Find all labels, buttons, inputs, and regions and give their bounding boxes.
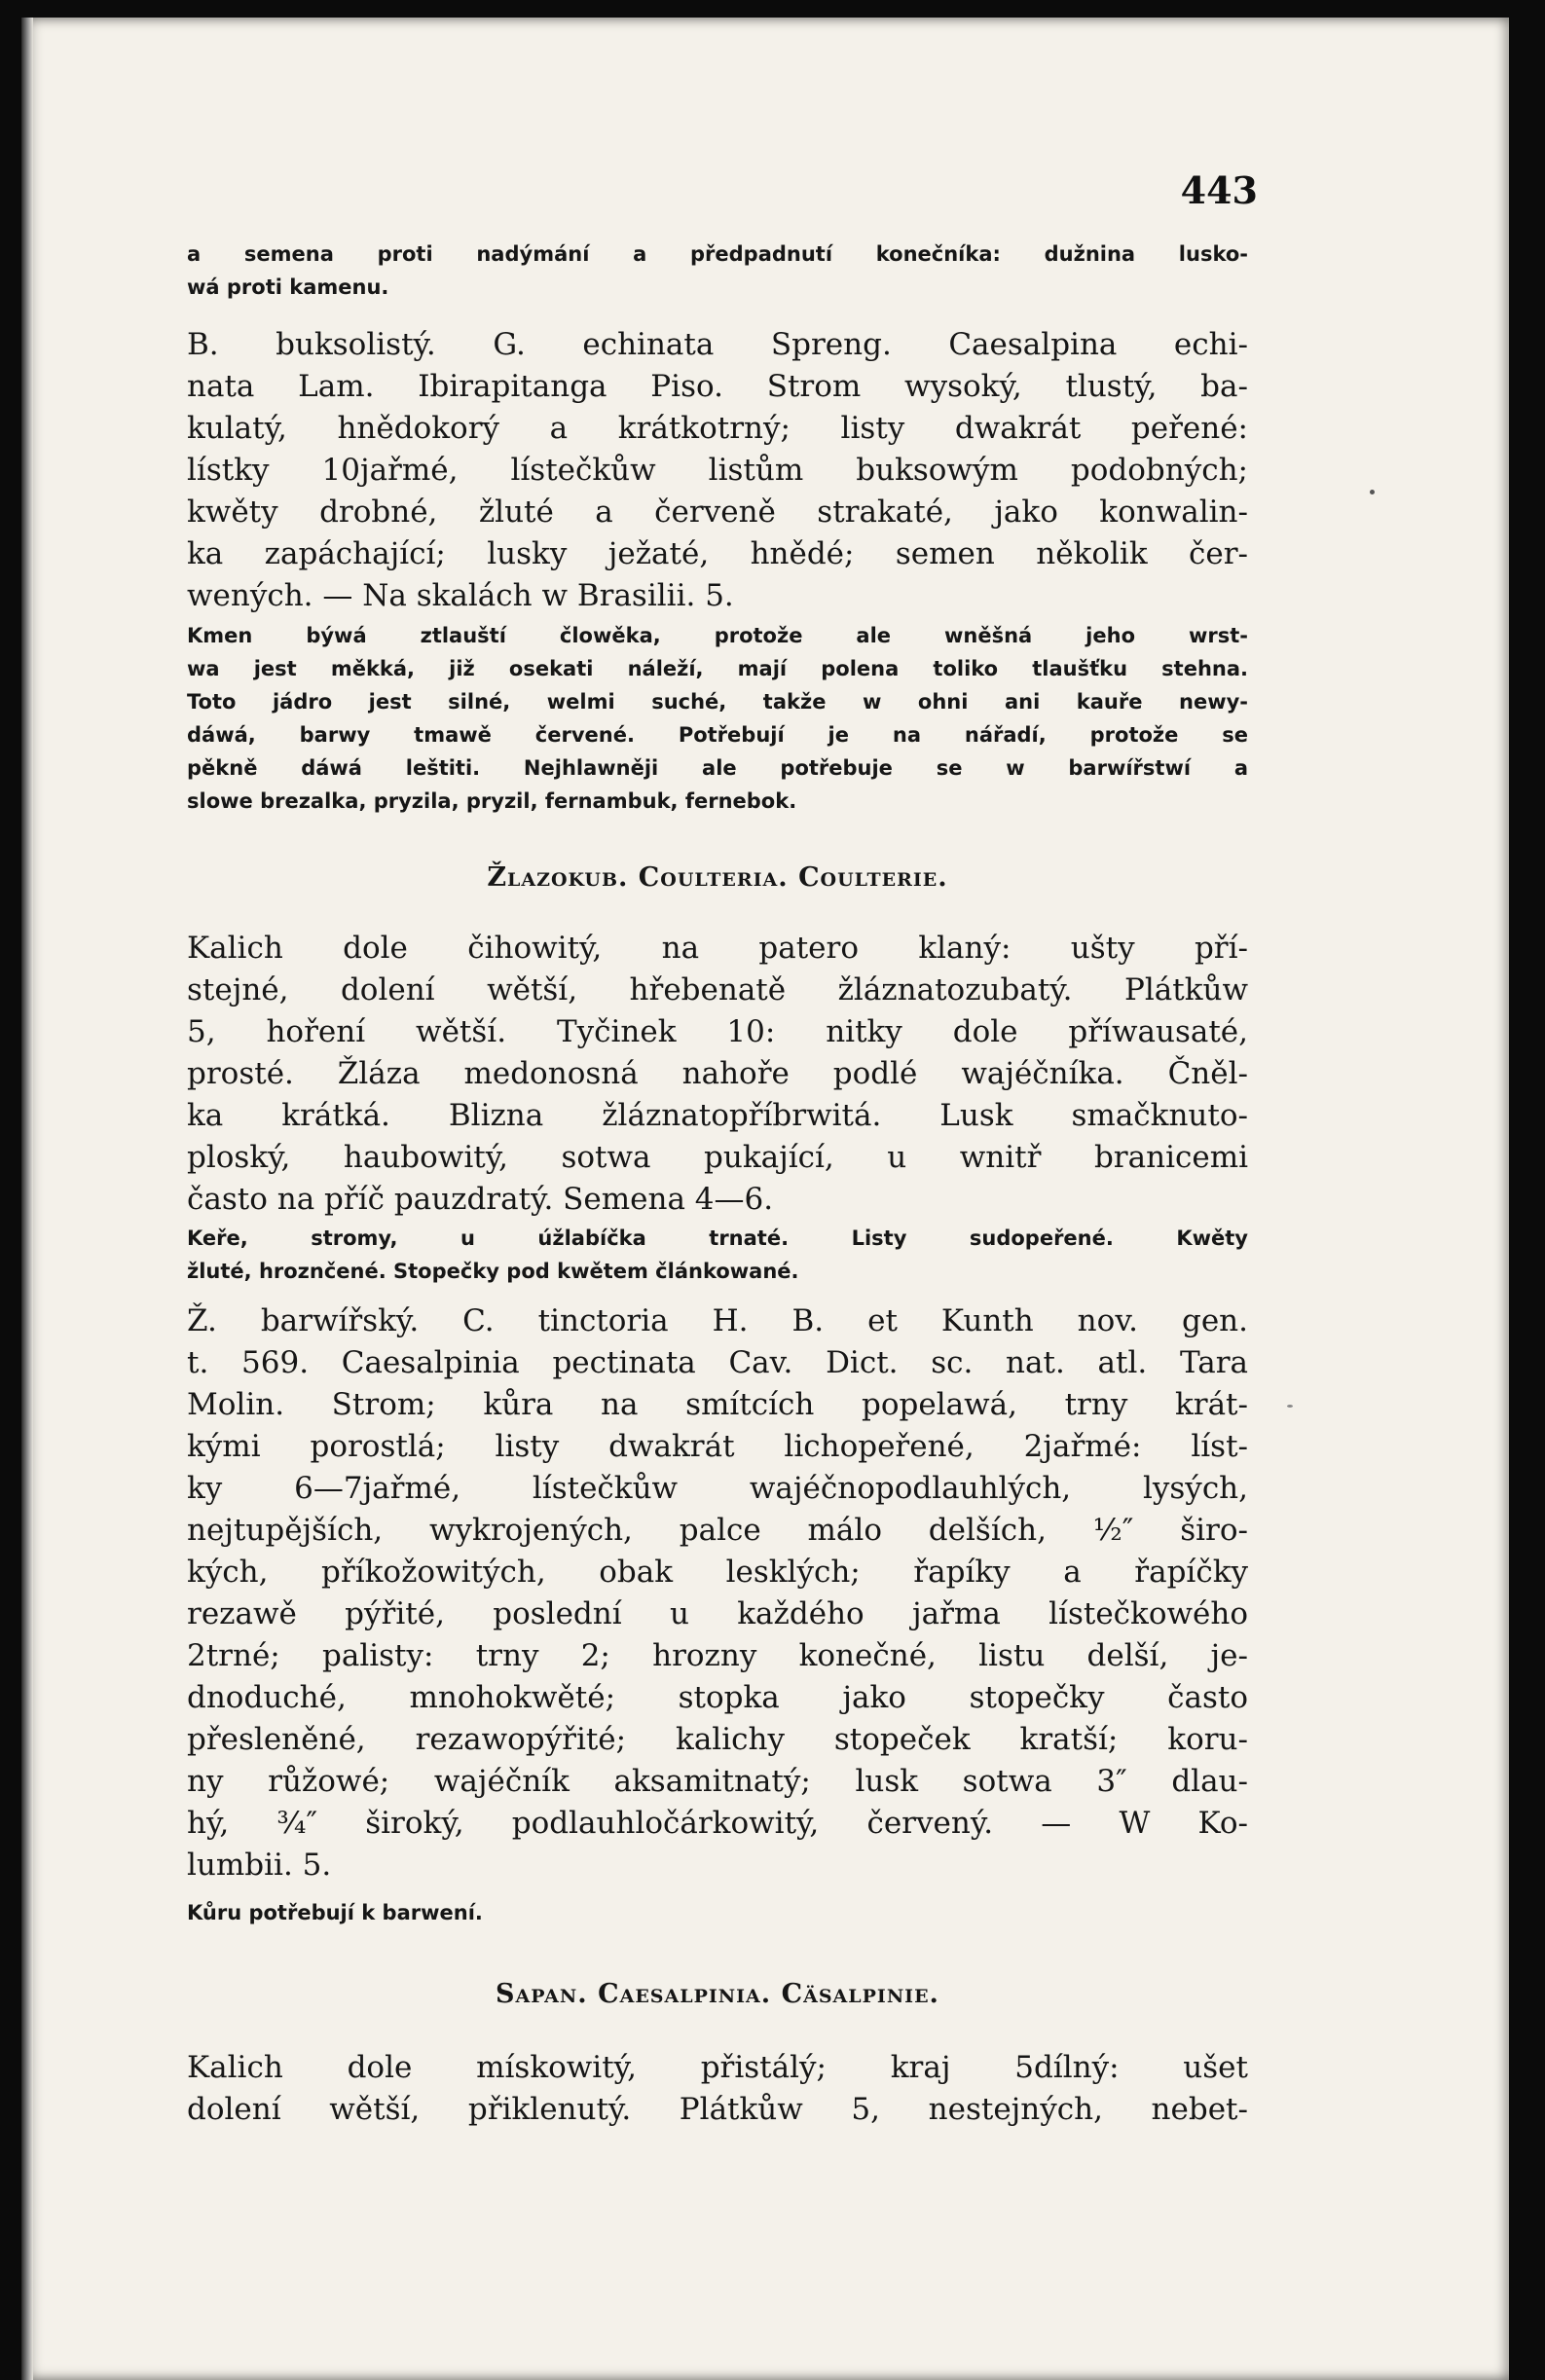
genus-zlazokub-description — [187, 928, 1248, 1221]
text-line: t. 569. Caesalpinia pectinata Cav. Dict. sc. nat. atl. Tara — [187, 1345, 1248, 1380]
text-line: Toto jádro jest silné, welmi suché, takže w ohni ani kauře newy- — [187, 690, 1248, 714]
text-line: stejné, dolení wětší, hřebenatě žláznatozubatý. Plátkůw — [187, 972, 1248, 1007]
text-line: wá proti kamenu. — [187, 275, 389, 299]
genus-heading-zlazokub: Žlazokub. Coulteria. Coulterie. — [487, 862, 948, 893]
species-barwirsky-note — [187, 1896, 1248, 1929]
species-barwirsky — [187, 1300, 1248, 1886]
species-buksolisty — [187, 324, 1248, 617]
text-line: rezawě pýřité, poslední u každého jařma lístečkowého — [187, 1596, 1248, 1631]
text-line: Keře, stromy, u úžlabíčka trnaté. Listy sudopeřené. Kwěty — [187, 1227, 1248, 1250]
text-line: Kůru potřebují k barwení. — [187, 1901, 483, 1924]
text-line: nejtupějších, wykrojených, palce málo delších, ½″ širo- — [187, 1513, 1248, 1548]
text-line: wených. — Na skalách w Brasilii. 5. — [187, 578, 734, 613]
text-line: Molin. Strom; kůra na smítcích popelawá, trny krát- — [187, 1387, 1248, 1422]
text-line: žluté, hroznčené. Stopečky pod kwětem článkowané. — [187, 1260, 799, 1283]
text-line: ny růžowé; wajéčník aksamitnatý; lusk sotwa 3″ dlau- — [187, 1764, 1248, 1799]
text-line: hý, ¾″ široký, podlauhločárkowitý, červený. — W Ko- — [187, 1806, 1248, 1841]
paper-speck — [1287, 1405, 1293, 1408]
text-line: 2trné; palisty: trny 2; hrozny konečné, listu delší, je- — [187, 1638, 1248, 1673]
text-line: lumbii. 5. — [187, 1848, 332, 1883]
text-line: ploský, haubowitý, sotwa pukající, u wnitř branicemi — [187, 1140, 1248, 1175]
top-note — [187, 238, 1248, 304]
page-number: 443 — [1180, 168, 1258, 212]
text-line: lístky 10jařmé, lístečkůw listům buksowým podobných; — [187, 453, 1248, 488]
text-line: ka krátká. Blizna žláznatopříbrwitá. Lusk smačknuto- — [187, 1098, 1248, 1133]
book-page — [21, 18, 1509, 2380]
text-line: pěkně dáwá leštiti. Nejhlawněji ale potřebuje se w barwířstwí a — [187, 756, 1248, 780]
text-line: 5, hoření wětší. Tyčinek 10: nitky dole příwausaté, — [187, 1014, 1248, 1049]
text-line: dáwá, barwy tmawě červené. Potřebují je na nářadí, protože se — [187, 723, 1248, 747]
text-line: Kmen býwá ztlauští člowěka, protože ale wněšná jeho wrst- — [187, 624, 1248, 647]
species-buksolisty-note — [187, 619, 1248, 818]
text-line: ky 6—7jařmé, lístečkůw wajéčnopodlauhlých, lysých, — [187, 1471, 1248, 1506]
text-line: wa jest měkká, již osekati náleží, mají polena toliko tlaušťku stehna. — [187, 657, 1248, 680]
text-line: nata Lam. Ibirapitanga Piso. Strom wysoký, tlustý, ba- — [187, 369, 1248, 404]
text-line: kulatý, hnědokorý a krátkotrný; listy dwakrát peřené: — [187, 411, 1248, 446]
text-line: dnoduché, mnohokwěté; stopka jako stopečky často — [187, 1680, 1248, 1715]
text-line: často na příč pauzdratý. Semena 4—6. — [187, 1182, 774, 1217]
genus-sapan-description — [187, 2047, 1248, 2131]
paper-speck — [1370, 490, 1375, 494]
text-line: prosté. Žláza medonosná nahoře podlé wajéčníka. Čněl- — [187, 1056, 1248, 1091]
text-line: Kalich dole mískowitý, přistálý; kraj 5dílný: ušet — [187, 2050, 1248, 2085]
text-line: ka zapáchající; lusky ježaté, hnědé; semen několik čer- — [187, 536, 1248, 571]
text-line: kými porostlá; listy dwakrát lichopeřené, 2jařmé: líst- — [187, 1429, 1248, 1464]
text-line: přesleněné, rezawopýřité; kalichy stopeček kratší; koru- — [187, 1722, 1248, 1757]
text-line: slowe brezalka, pryzila, pryzil, fernambuk, fernebok. — [187, 789, 797, 813]
text-line: a semena proti nadýmání a předpadnutí konečníka: dužnina lusko- — [187, 242, 1248, 266]
genus-zlazokub-note — [187, 1222, 1248, 1288]
text-line: B. buksolistý. G. echinata Spreng. Caesalpina echi- — [187, 327, 1248, 362]
text-line: Kalich dole čihowitý, na patero klaný: ušty pří- — [187, 931, 1248, 966]
genus-heading-sapan: Sapan. Caesalpinia. Cäsalpinie. — [496, 1979, 939, 2009]
text-line: dolení wětší, přiklenutý. Plátkůw 5, nestejných, nebet- — [187, 2092, 1248, 2127]
text-line: kých, příkožowitých, obak lesklých; řapíky a řapíčky — [187, 1555, 1248, 1590]
text-line: Ž. barwířský. C. tinctoria H. B. et Kunth nov. gen. — [187, 1303, 1248, 1338]
binding-shadow — [21, 18, 33, 2380]
text-line: kwěty drobné, žluté a červeně strakaté, jako konwalin- — [187, 494, 1248, 530]
